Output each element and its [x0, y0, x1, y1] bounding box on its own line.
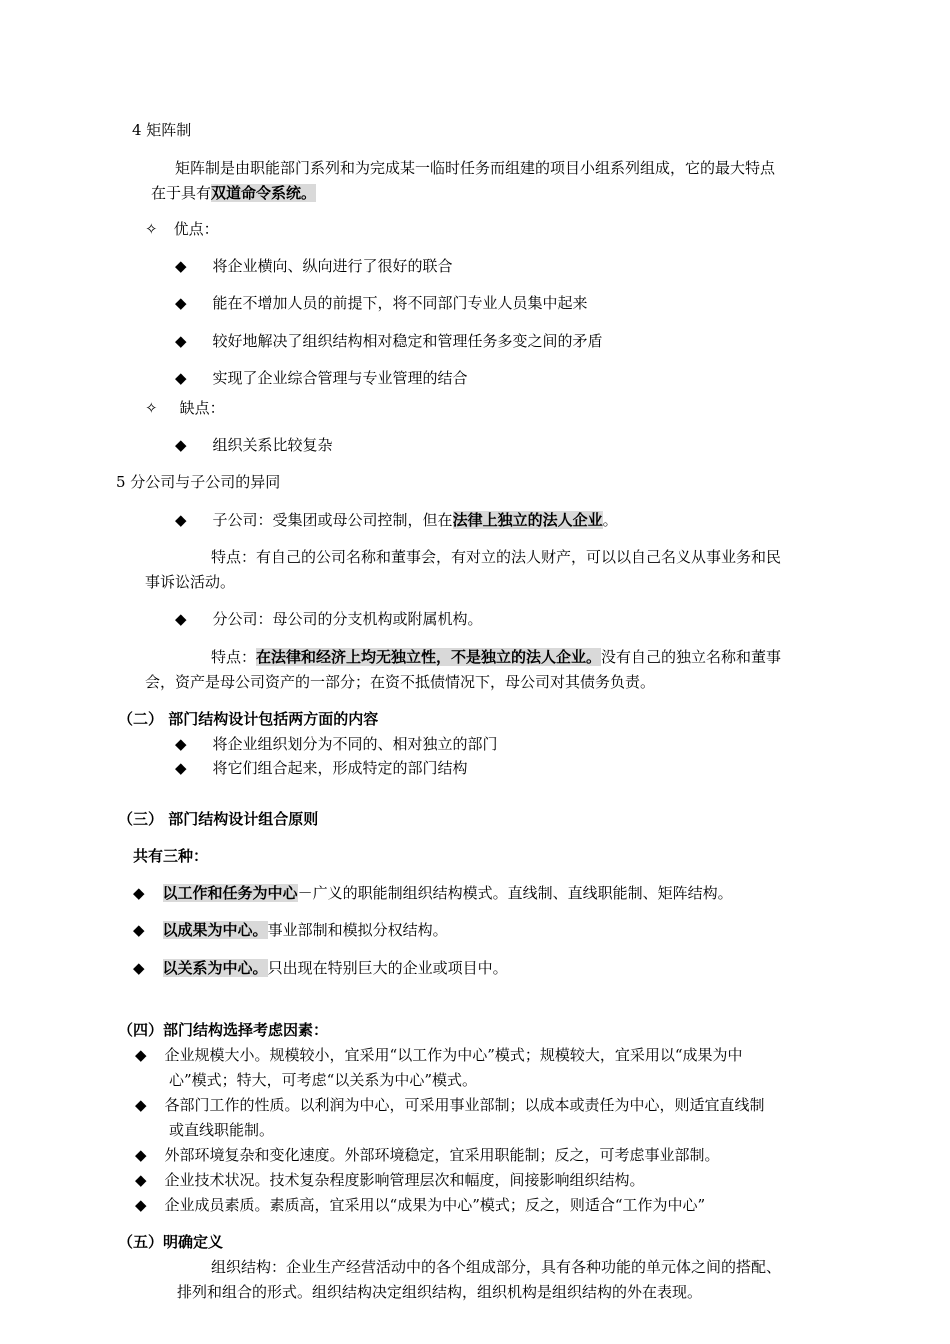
diamond-bullet-icon: ◆ — [175, 735, 187, 753]
list-item: ◆ 以成果为中心。事业部制和模拟分权结构。 — [133, 921, 448, 939]
definition-line1: 组织结构：企业生产经营活动中的各个组成部分，具有各种功能的单元体之间的搭配、 — [211, 1258, 782, 1276]
subsidiary-feature-line2: 事诉讼活动。 — [145, 573, 236, 591]
list-item-continuation: 或直线职能制。 — [169, 1121, 275, 1139]
matrix-intro-text: 在于具有 — [151, 184, 212, 202]
diamond-bullet-icon: ◆ — [175, 369, 187, 387]
diamond-bullet-icon: ◆ — [175, 511, 187, 529]
list-item: ◆ 分公司：母公司的分支机构或附属机构。 — [175, 610, 483, 628]
list-item: ◆ 各部门工作的性质。以利润为中心，可采用事业部制；以成本或责任为中心，则适宜直线制 — [135, 1096, 765, 1114]
sec3-subheading: 共有三种： — [133, 847, 209, 865]
list-item: ◆ 能在不增加人员的前提下，将不同部门专业人员集中起来 — [175, 294, 588, 312]
list-item: ◆ 外部环境复杂和变化速度。外部环境稳定，宜采用职能制；反之，可考虑事业部制。 — [135, 1146, 720, 1164]
branch-feature-line2: 会，资产是母公司资产的一部分；在资不抵债情况下，母公司对其债务负责。 — [145, 673, 656, 691]
subsidiary-feature-line1: 特点：有自己的公司名称和董事会，有对立的法人财产，可以以自己名义从事业务和民 — [211, 548, 782, 566]
list-item: ◆ 较好地解决了组织结构相对稳定和管理任务多变之间的矛盾 — [175, 332, 603, 350]
diamond-bullet-icon: ◆ — [175, 294, 187, 312]
sec4-heading: （四）部门结构选择考虑因素： — [118, 1021, 329, 1039]
sec5-heading: （五）明确定义 — [118, 1233, 224, 1251]
diamond-bullet-icon: ◆ — [135, 1096, 147, 1114]
matrix-heading: 4 矩阵制 — [132, 121, 192, 139]
diamond-bullet-icon: ◆ — [133, 959, 145, 977]
diamond-bullet-icon: ◆ — [175, 257, 187, 275]
branch-feature-line1: 特点：在法律和经济上均无独立性，不是独立的法人企业。没有自己的独立名称和董事 — [211, 648, 782, 666]
star-bullet-icon: ✧ — [145, 399, 158, 417]
list-item: ◆ 企业技术状况。技术复杂程度影响管理层次和幅度，间接影响组织结构。 — [135, 1171, 645, 1189]
matrix-highlight: 双道命令系统。 — [211, 184, 317, 202]
list-item: ◆ 将它们组合起来，形成特定的部门结构 — [175, 759, 468, 777]
sec3-heading: （三） 部门结构设计组合原则 — [118, 810, 319, 828]
diamond-bullet-icon: ◆ — [175, 436, 187, 454]
list-item: ◆ 子公司：受集团或母公司控制，但在法律上独立的法人企业。 — [175, 511, 618, 529]
subsidiary-highlight: 法律上独立的法人企业 — [452, 511, 603, 529]
diamond-bullet-icon: ◆ — [135, 1146, 147, 1164]
diamond-bullet-icon: ◆ — [135, 1196, 147, 1214]
list-item: ◆ 将企业横向、纵向进行了很好的联合 — [175, 257, 453, 275]
diamond-bullet-icon: ◆ — [133, 921, 145, 939]
definition-line2: 排列和组合的形式。组织结构决定组织结构，组织机构是组织结构的外在表现。 — [177, 1283, 703, 1301]
diamond-bullet-icon: ◆ — [175, 759, 187, 777]
cons-row — [145, 398, 225, 418]
list-item: ◆ 企业规模大小。规模较小，宜采用“以工作为中心”模式；规模较大，宜采用以“成果为中 — [135, 1046, 743, 1064]
list-item: ◆ 以工作和任务为中心－广义的职能制组织结构模式。直线制、直线职能制、矩阵结构。 — [133, 884, 733, 902]
cons-label: 缺点： — [179, 399, 225, 417]
diamond-bullet-icon: ◆ — [135, 1046, 147, 1064]
diamond-bullet-icon: ◆ — [175, 332, 187, 350]
list-item-continuation: 心”模式；特大，可考虑“以关系为中心”模式。 — [169, 1071, 478, 1089]
pros-row — [145, 219, 219, 239]
star-bullet-icon: ✧ — [145, 220, 158, 238]
list-item: ◆ 将企业组织划分为不同的、相对独立的部门 — [175, 735, 498, 753]
list-item: ◆ 实现了企业综合管理与专业管理的结合 — [175, 369, 468, 387]
pros-label: 优点： — [173, 220, 219, 238]
diamond-bullet-icon: ◆ — [175, 610, 187, 628]
matrix-intro-line1: 矩阵制是由职能部门系列和为完成某一临时任务而组建的项目小组系列组成，它的最大特点 — [175, 159, 776, 177]
diamond-bullet-icon: ◆ — [135, 1171, 147, 1189]
diamond-bullet-icon: ◆ — [133, 884, 145, 902]
matrix-intro-line2 — [151, 183, 316, 203]
list-item: ◆ 以关系为中心。只出现在特别巨大的企业或项目中。 — [133, 959, 508, 977]
branch-heading: 5 分公司与子公司的异同 — [116, 473, 281, 491]
list-item: ◆ 组织关系比较复杂 — [175, 436, 333, 454]
sec2-heading: （二） 部门结构设计包括两方面的内容 — [118, 710, 379, 728]
list-item: ◆ 企业成员素质。素质高，宜采用以“成果为中心”模式；反之，则适合“工作为中心” — [135, 1196, 706, 1214]
branch-highlight: 在法律和经济上均无独立性，不是独立的法人企业。 — [256, 648, 602, 666]
